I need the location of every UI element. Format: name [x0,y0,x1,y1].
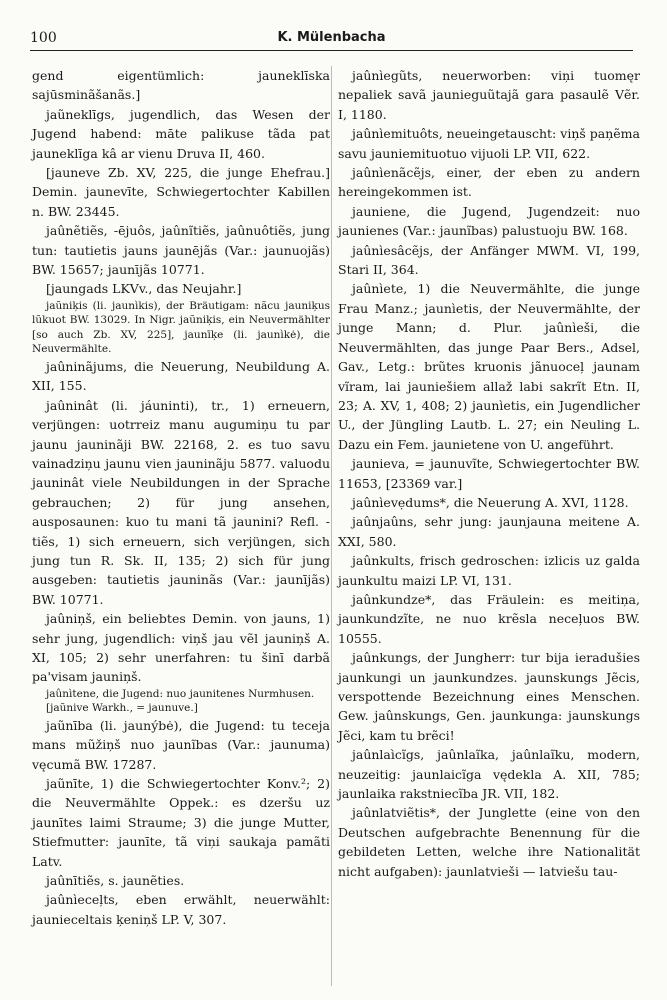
running-header [30,26,633,51]
entry: jaûnlaìcĩgs, jaûnlaĩka, jaûnlaĩku, modern, neuzeitig: jaunlaicĩga vędekla A. XII, 785; jaunlaika rakstniecĩba JR. VII, 182. [338,747,640,802]
entry: jaûnìenãcẽjs, einer, der eben zu andern hereingekommen ist. [338,165,640,200]
left-column [32,66,330,929]
entry: jaûnìegũts, neuerworben: viņi tuomęr nepaliek savã jaunieguũtajã gara pasaulẽ Vẽr. I, 1180. [338,68,640,122]
entry: [jaũnive Warkh., = jaunuve.] [46,702,198,715]
entry: jaũniķis (li. jaunìkis), der Bräutigam: nãcu jauniķus lũkuot BW. 13029. In Nigr. jaũniķis, ein Neuvermählter [so auch Zb. XV, 225], jaunīķe (li. jaunìkė), die Neuvermählte. [32,299,330,356]
entry: jaunieva, = jaunuvĩte, Schwiegertochter BW. 11653, [23369 var.] [338,456,640,491]
entry: jaûnìeceļts, eben erwählt, neuerwählt: jaunieceltais ķeniņš LP. V, 307. [32,892,330,927]
entry: jaûnìevẹdums*, die Neuerung A. XVI, 1128. [352,494,629,510]
column-divider [331,66,332,986]
entry: jaûniņš, ein beliebtes Demin. von jauns, 1) sehr jung, jugendlich: viņš jau vẽl jauniņš A. XI, 105; 2) sehr unerfahren: tu šinī darbã pa'visam jauniņš. [32,611,330,685]
entry: jaûnītiẽs, s. jaunẽties. [46,873,185,889]
entry: jaûninãjums, die Neuerung, Neubildung A. XII, 155. [32,358,330,394]
running-title: K. Mülenbacha [277,30,386,45]
entry: jaûnìete, 1) die Neuvermählte, die junge Frau Manz.; jaunìetis, der Neuvermählte, der junge Mann; d. Plur. jaûnìeši, die Neuvermählten, das junge Paar Bers., Adsel, Gav., Letg.: brũtes kruonis jãnuoceļ jaunam vĩram, lai jauniešiem allaž labi sakrĩt Etn. II, 23; A. XV, 1, 408; 2) jaunìetis, ein Jugendlicher U., der Jüngling Lautb. L. 27; ein Neuling L. Dazu ein Fem. jaunietene von U. angeführt. [338,281,640,452]
entry: jaũneklīgs, jugendlich, das Wesen der Jugend habend: māte palikuse tãda pat jauneklīga kâ ar vienu Druva II, 460. [32,106,330,161]
entry: jaûnẽtiẽs, -ējuôs, jaûnĩtiẽs, jaûnuôtiẽs, jung tun: tautietis jauns jaunējãs (Var.: jaunuojãs) BW. 15657; jaunījãs 10771. [32,223,330,278]
entry: jaûnlatviẽtis*, der Junglette (eine von den Deutschen aufgebrachte Benennung für die gebildeten Letten, welche ihre Nationalität nicht aufgaben): jaunlatvieši — latviešu tau- [338,805,640,879]
entry: [jauneve Zb. XV, 225, die junge Ehefrau.] Demin. jaunevīte, Schwiegertochter Kabillen n. BW. 23445. [32,165,330,219]
right-column [338,66,640,881]
entry: jaûninât (li. jáuninti), tr., 1) erneuern, verjüngen: uotrreiz manu augumiņu tu par jaunu jauninãji BW. 22168, 2. es tuo savu vainadziņu jaunu vien jauninãju 5877. valuodu jauninât viele Neubildungen in der Sprache gebrauchen; 2) für jung ansehen, ausposaunen: kuo tu mani tã jaunini? Refl. -tiẽs, 1) sich erneuern, sich verjüngen, sich jung tun R. Sk. II, 135; 2) sich für jung ausgeben: tautietis jauninãs (Var.: jaunījãs) BW. 10771. [32,397,330,607]
entry: gend eigentümlich: jauneklīska sajūsminãšanãs.] [32,68,330,103]
entry: jaũnīte, 1) die Schwiegertochter Konv.²; 2) die Neuvermählte Oppek.: es dzeršu uz jaunītes laimi Straume; 3) die junge Mutter, Stiefmutter: jaunīte, tã viņi saukaja pamãti Latv. [32,776,330,869]
entry: jaûnìemituôts, neueingetauscht: viņš paņẽma savu jauniemituotuo vijuoli LP. VII, 622. [338,126,640,161]
entry: jauniene, die Jugend, Jugendzeit: nuo jaunienes (Var.: jaunĩbas) palustuoju BW. 168. [338,203,640,239]
entry: jaũnība (li. jaunýbė), die Jugend: tu teceja mans mũžiņš nuo jaunĩbas (Var.: jaunuma) vęcumã BW. 17287. [32,717,330,772]
page-number: 100 [30,30,57,46]
entry: jaûnjaûns, sehr jung: jaunjauna meitene A. XXI, 580. [338,514,640,549]
entry: jaûnìesâcẽjs, der Anfänger MWM. VI, 199, Stari II, 364. [338,242,640,278]
entry: [jaungads LKVv., das Neujahr.] [46,281,242,297]
entry: jaûnkundze*, das Fräulein: es meitiņa, jaunkundzĩte, ne nuo krẽsla neceļuos BW. 10555. [338,591,640,646]
entry: jaûnìtene, die Jugend: nuo jaunitenes Nurmhusen. [46,687,315,700]
entry: jaûnkungs, der Jungherr: tur bija ieradušies jaunkungi un jaunkundzes. jaunskungs Jẽcis, verspottende Bezeichnung eines Menschen. Gew. jaûnskungs, Gen. jaunkunga: jaunskungs Jẽci, kam tu brẽci! [338,650,640,743]
entry: jaûnkults, frisch gedroschen: izlicis uz galda jaunkultu maizi LP. VI, 131. [338,553,640,588]
